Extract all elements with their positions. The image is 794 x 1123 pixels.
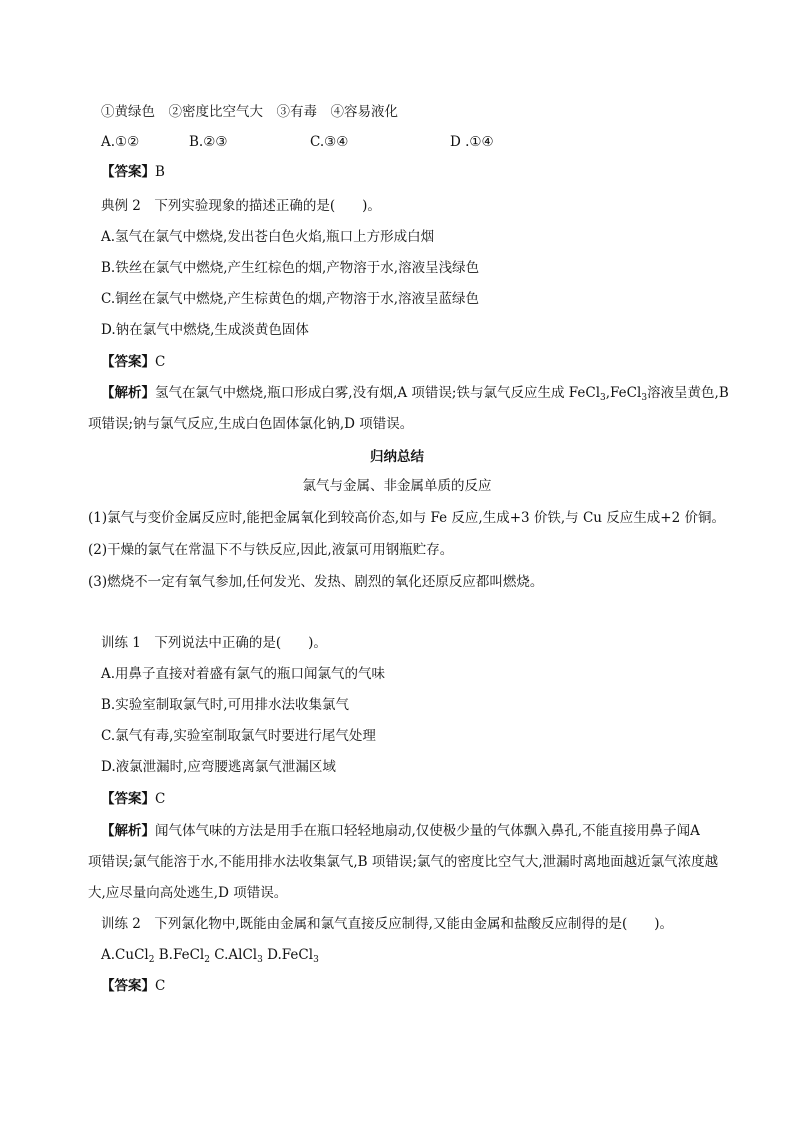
- subscript: 3: [600, 393, 606, 403]
- option-c: C.AlCl$_3$: [214, 947, 263, 965]
- training-stem: 训练 2 下列氯化物中,既能由金属和氯气直接反应制得,又能由金属和盐酸反应制得的是( )。: [101, 916, 673, 932]
- training-stem: 训练 1 下列说法中正确的是( )。: [101, 635, 327, 651]
- option-c: C.③④: [310, 134, 349, 150]
- summary-point: (1)氯气与变价金属反应时,能把金属氧化到较高价态,如与 Fe 反应,生成+3 价铁,与 Cu 反应生成+2 价铜。: [88, 510, 725, 526]
- answer-line: [101, 789, 165, 809]
- analysis-text: 溶液呈黄色,B: [647, 385, 729, 401]
- analysis-text: 闻气体气味的方法是用手在瓶口轻轻地扇动,仅使极少量的气体飘入鼻孔,不能直接用鼻子闻A: [155, 823, 700, 839]
- answer-line: [101, 976, 165, 996]
- answer-value: C: [155, 791, 166, 807]
- option-a: A.氢气在氯气中燃烧,发出苍白色火焰,瓶口上方形成白烟: [101, 229, 435, 245]
- summary-subheading: 氯气与金属、非金属单质的反应: [302, 478, 492, 494]
- option-a: A.①②: [101, 134, 140, 150]
- option-c: C.氯气有毒,实验室制取氯气时要进行尾气处理: [101, 728, 376, 744]
- analysis-line: 大,应尽量向高处逃生,D 项错误。: [88, 885, 288, 901]
- summary-point: (3)燃烧不一定有氧气参加,任何发光、发热、剧烈的氧化还原反应都叫燃烧。: [88, 574, 544, 590]
- analysis-line: 项错误;氯气能溶于水,不能用排水法收集氯气,B 项错误;氯气的密度比空气大,泄漏时离地面越近氯气浓度越: [88, 854, 719, 870]
- option-d: D.液氯泄漏时,应弯腰逃离氯气泄漏区域: [101, 759, 336, 775]
- option-d: D.钠在氯气中燃烧,生成淡黄色固体: [101, 322, 309, 338]
- answer-line: [101, 162, 165, 182]
- answer-value: C: [155, 354, 166, 370]
- answer-value: C: [155, 978, 166, 994]
- option-b: B.实验室制取氯气时,可用排水法收集氯气: [101, 697, 350, 713]
- option-a: A.用鼻子直接对着盛有氯气的瓶口闻氯气的气味: [101, 666, 386, 682]
- answer-value: B: [155, 164, 165, 180]
- analysis-line: [101, 821, 700, 841]
- subscript: 3: [313, 955, 319, 965]
- summary-heading: 归纳总结: [370, 449, 424, 465]
- answer-label: 【答案】: [101, 164, 155, 180]
- subscript: 2: [148, 955, 155, 965]
- analysis-text: ,FeCl: [605, 385, 642, 401]
- question-stem: ①黄绿色 ②密度比空气大 ③有毒 ④容易液化: [101, 104, 398, 120]
- answer-label: 【答案】: [101, 978, 155, 994]
- subscript: 3: [641, 393, 648, 403]
- analysis-line: [101, 383, 729, 403]
- subscript: 2: [204, 955, 210, 965]
- summary-point: (2)干燥的氯气在常温下不与铁反应,因此,液氯可用钢瓶贮存。: [88, 542, 454, 558]
- answer-label: 【答案】: [101, 791, 155, 807]
- option-b: B.铁丝在氯气中燃烧,产生红棕色的烟,产物溶于水,溶液呈浅绿色: [101, 260, 480, 276]
- example-stem: 典例 2 下列实验现象的描述正确的是( )。: [101, 198, 381, 214]
- analysis-text: 氢气在氯气中燃烧,瓶口形成白雾,没有烟,A 项错误;铁与氯气反应生成 FeCl: [155, 385, 601, 401]
- analysis-label: 【解析】: [101, 823, 155, 839]
- option-c: C.铜丝在氯气中燃烧,产生棕黄色的烟,产物溶于水,溶液呈蓝绿色: [101, 291, 480, 307]
- option-d: D.FeCl$_3$: [267, 947, 319, 965]
- subscript: 3: [257, 955, 263, 965]
- option-b: B.FeCl$_2$: [158, 947, 210, 965]
- analysis-label: 【解析】: [101, 385, 155, 401]
- options-row: [101, 945, 319, 965]
- answer-label: 【答案】: [101, 354, 155, 370]
- analysis-line: 项错误;钠与氯气反应,生成白色固体氯化钠,D 项错误。: [88, 416, 414, 432]
- answer-line: [101, 352, 165, 372]
- option-a: A.CuCl$_2$: [101, 947, 155, 965]
- option-d: D .①④: [450, 134, 494, 150]
- option-b: B.②③: [189, 134, 228, 150]
